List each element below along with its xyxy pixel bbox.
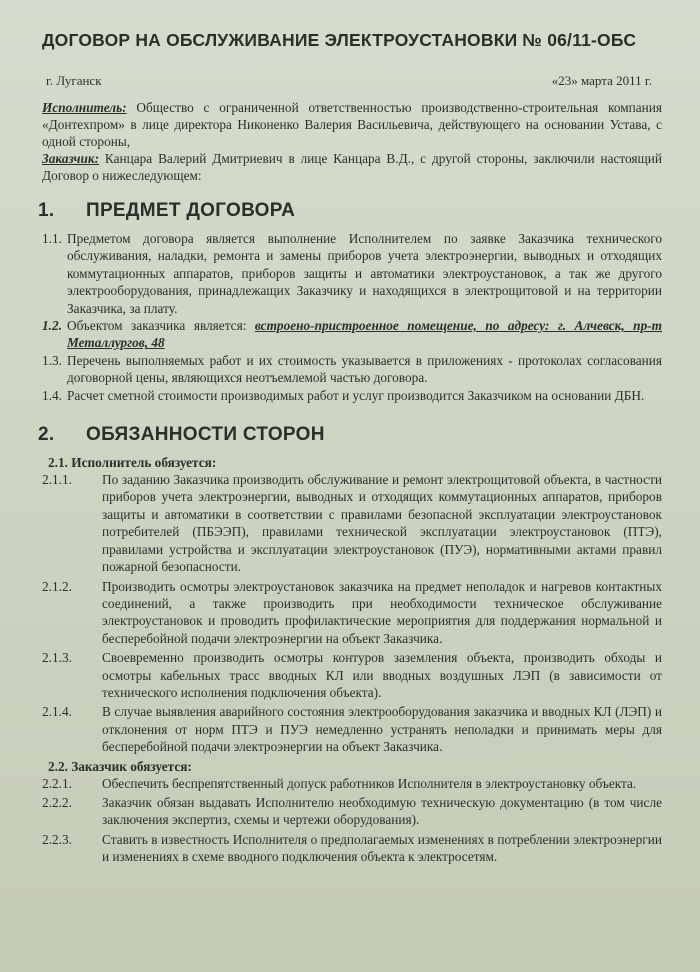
clause-number: 2.2.3. xyxy=(42,831,72,847)
clause-text: Перечень выполняемых работ и их стоимость указывается в приложениях - протоколах согласования договорной цены, являющихся неотъемлемой частью договора. xyxy=(67,352,662,386)
section-2-title: ОБЯЗАННОСТИ СТОРОН xyxy=(86,424,325,446)
contract-date: «23» марта 2011 г. xyxy=(551,73,652,88)
clause-2-2-1 xyxy=(42,775,662,792)
clause-text: Обеспечить беспрепятственный допуск работников Исполнителя в электроустановку объекта. xyxy=(102,775,637,791)
place-date-line xyxy=(46,73,652,89)
clause-number: 1.4. xyxy=(42,387,62,403)
clause-number: 1.3. xyxy=(42,352,62,368)
clause-number: 2.2.1. xyxy=(42,775,72,791)
customer-label: Заказчик: xyxy=(42,151,100,166)
document-title: ДОГОВОР НА ОБСЛУЖИВАНИЕ ЭЛЕКТРОУСТАНОВКИ № 06/11-ОБС xyxy=(42,30,637,50)
clause-number: 2.1.1. xyxy=(42,472,72,488)
subsection-2-2-heading: 2.2. Заказчик обязуется: xyxy=(48,758,192,774)
clause-2-2-2 xyxy=(42,794,662,829)
clause-1-1 xyxy=(42,230,662,317)
clause-1-3 xyxy=(42,352,662,387)
clause-text: Заказчик обязан выдавать Исполнителю необходимую техническую документацию (в том числе заключения экспертиз, схемы и чертежи оборудования). xyxy=(102,794,662,828)
customer-paragraph xyxy=(42,150,662,184)
section-2-number: 2. xyxy=(38,424,55,446)
clause-2-1-3 xyxy=(42,649,662,701)
clause-number: 1.2. xyxy=(42,318,62,334)
clause-text: Расчет сметной стоимости производимых работ и услуг производится Заказчиком на основании ДБН. xyxy=(67,387,645,403)
clause-number: 2.1.4. xyxy=(42,704,72,720)
section-1-title: ПРЕДМЕТ ДОГОВОРА xyxy=(86,200,296,221)
city: г. Луганск xyxy=(46,73,102,88)
clause-body xyxy=(67,317,662,352)
section-2-heading xyxy=(38,424,662,446)
section-1-number: 1. xyxy=(38,200,55,221)
executor-text: Общество с ограниченной ответственностью производственно-строительная компания «Донтехпром» в лице директора Никоненко Валерия Васильевича, действующего на основании Устава, с одной стороны, xyxy=(42,100,662,149)
clause-number: 2.1.2. xyxy=(42,578,72,594)
clause-text: Своевременно производить осмотры контуров заземления объекта, производить обходы и осмотры кабельных трасс вводных КЛ или вводных воздушных ЛЭП (в зависимости от технического исполнения подключения объекта). xyxy=(102,650,662,700)
customer-text: Канцара Валерий Дмитриевич в лице Канцара В.Д., с другой стороны, заключили настоящий Договор о нижеследующем: xyxy=(42,151,662,183)
section-1-heading xyxy=(38,200,662,222)
clause-2-1-4 xyxy=(42,703,662,755)
subsection-2-1-heading: 2.1. Исполнитель обязуется: xyxy=(48,455,217,471)
executor-paragraph xyxy=(42,99,662,150)
clause-2-2-3 xyxy=(42,831,662,866)
clause-2-1-2 xyxy=(42,578,662,648)
clause-number: 1.1. xyxy=(42,231,62,246)
clause-text: Объектом заказчика является: xyxy=(67,318,255,334)
clause-1-2 xyxy=(42,317,662,352)
parties-intro xyxy=(42,99,662,184)
clause-text: Предметом договора является выполнение Исполнителем по заявке Заказчика технического обслуживания, наладки, ремонта и замены приборов учета электроэнергии, выводных и отходящих коммутационных аппаратов, приборов защиты и автоматики электроустановок, а так же другого электрооборудования, принадлежащих Заказчику и находящихся в электрощитовой и на территории Заказчика, за плату. xyxy=(67,231,662,316)
clause-number: 2.2.2. xyxy=(42,794,72,810)
clause-number: 2.1.3. xyxy=(42,650,72,666)
object-address: встроено-пристроенное помещение, по адресу: г. Алчевск, пр-т Металлургов, 48 xyxy=(67,318,662,351)
clause-text: В случае выявления аварийного состояния электрооборудования заказчика и вводных КЛ (ЛЭП) и отклонения от норм ПТЭ и ПУЭ немедленно устранять неполадки и принимать меры для бесперебойной подачи электроэнергии на объект Заказчика. xyxy=(102,704,662,755)
clause-text: По заданию Заказчика производить обслуживание и ремонт электрощитовой объекта, в частности приборов учета электроэнергии, выводных и отходящих коммутационных аппаратов, приборов защиты и автоматики в соответствии с правилами безопасной эксплуатации электроустановок потребителей (ПБЭЭП), правилами технической эксплуатации электроустановок (ПТЭ), правилами устройства и эксплуатации электроустановок (ПУЭ), нормативными актами правил пожарной безопасности. xyxy=(102,472,662,575)
clause-2-1-1 xyxy=(42,471,662,575)
clause-text: Ставить в известность Исполнителя о предполагаемых изменениях в потреблении электроэнергии и изменениях в схеме вводного подключения объекта к электросетям. xyxy=(102,831,662,865)
clause-1-4 xyxy=(42,387,662,404)
clause-text: Производить осмотры электроустановок заказчика на предмет неполадок и нагревов контактных соединений, а также производить при необходимости техническое обслуживание электроустановок и проводить профилактические мероприятия для поддержания нормальной и бесперебойной подачи электроэнергии на объект Заказчика. xyxy=(102,578,662,646)
executor-label: Исполнитель: xyxy=(42,100,127,115)
